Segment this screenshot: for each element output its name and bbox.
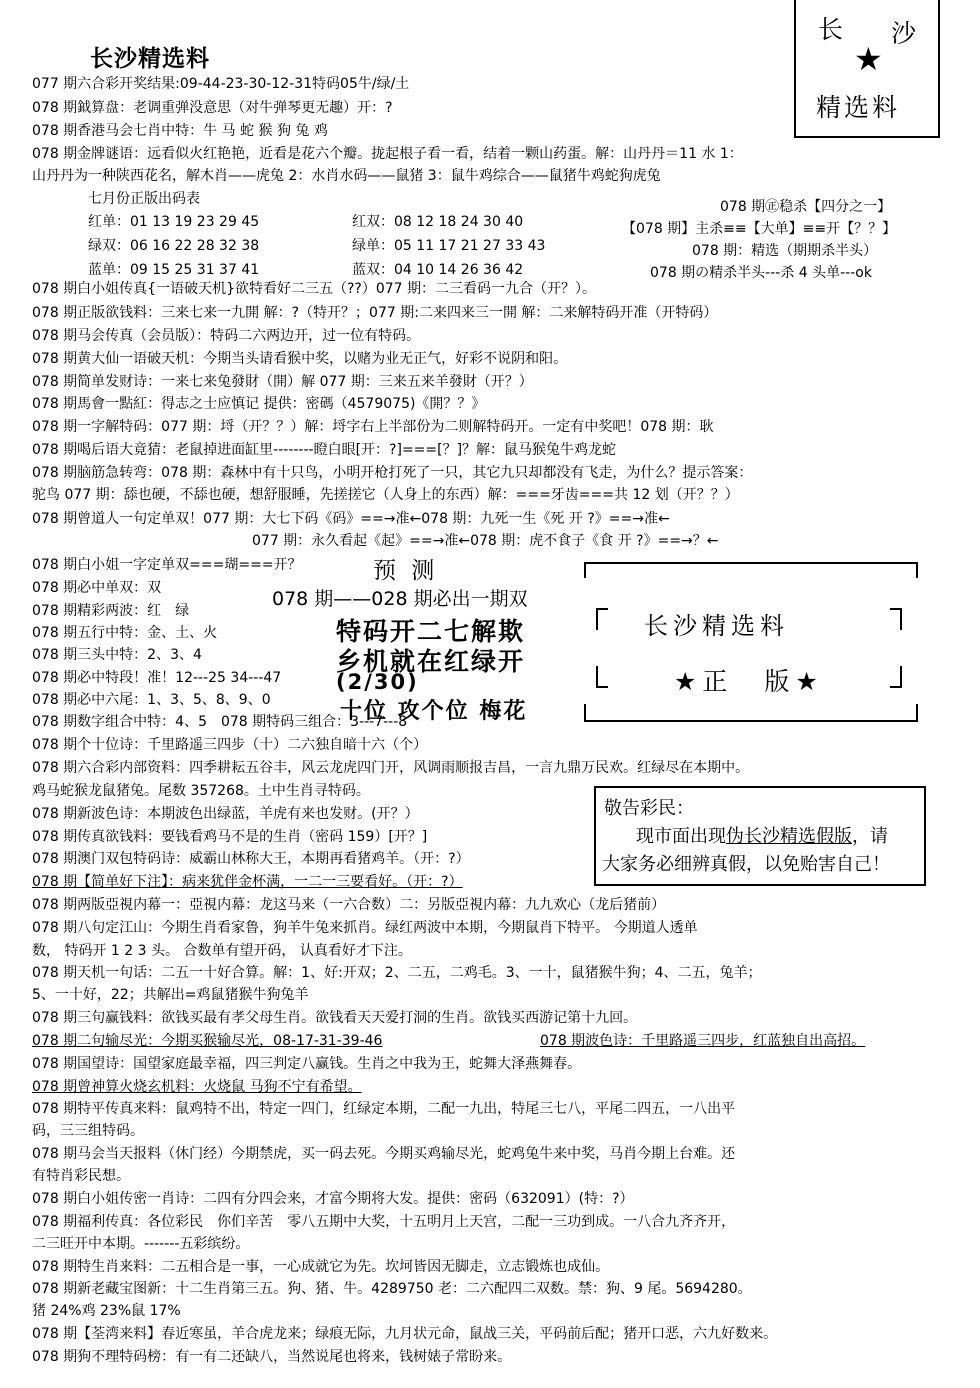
text-line: 二三旺开中本期。-------五彩缤纷。 bbox=[32, 1236, 250, 1252]
text-line: 078 期白小姐传密一肖诗：二四有分四会来，才富今期将大发。提供：密码（632091）(特：?） bbox=[32, 1191, 634, 1207]
text-line: 078 期八句定江山：今期生肖看家鲁，狗羊牛兔来抓肖。绿红两波中本期，今期鼠肖下特平。 今期道人透单 bbox=[32, 920, 698, 936]
table-heading: 七月份正版出码表 bbox=[88, 191, 200, 207]
text-line: 078 期传真欲钱料：要钱看鸡马不是的生肖（密码 159）[开？] bbox=[32, 829, 428, 845]
star-icon: ★ bbox=[854, 40, 883, 78]
text-line: 078 期精彩两波：红 绿 bbox=[32, 603, 190, 619]
page-title: 长沙精选料 bbox=[90, 46, 210, 72]
kill-line: 078 期：精选（期期杀半头） bbox=[692, 243, 878, 259]
text-line: 077 期：永久看起《起》==→准←078 期：虎不食子《食 开 ?》==→？← bbox=[252, 533, 719, 549]
table-right-column bbox=[352, 210, 545, 282]
text-line: 山丹丹为一种陕西花名，解木肖——虎兔 2：水肖水码——鼠猪 3：鼠牛鸡综合——鼠猪牛鸡蛇狗虎兔 bbox=[32, 168, 661, 184]
text-line: 078 期五行中特：金、土、火 bbox=[32, 625, 218, 641]
text-line: 码，三三组特码。 bbox=[32, 1123, 144, 1139]
text-line: 078 期曾道人一句定单双！077 期：大七下码《码》==→准←078 期：九死一生《死 开 ?》==→准← bbox=[32, 511, 670, 527]
text-line: 078 期必中特段！准！12---25 34---47 bbox=[32, 670, 282, 686]
text-line: 077 期六合彩开奖结果:09-44-23-30-12-31特码05牛/绿/土 bbox=[32, 76, 410, 92]
predict-line: 078 期——028 期必出一期双 bbox=[272, 588, 528, 610]
text-line: 078 期新波色诗：本期波色出绿蓝，羊虎有来也发财。(开？） bbox=[32, 806, 419, 822]
notice-line: 大家务必细辨真假，以免贻害自己！ bbox=[602, 854, 890, 875]
text-line: 078 期六合彩内部资料：四季耕耘五谷丰，风云龙虎四门开，风调雨顺报吉昌，一言九鼎万民欢。红绿尽在本期中。 bbox=[32, 760, 750, 776]
predict-big-line: 乡机就在红绿开 bbox=[336, 647, 526, 676]
text-line: 078 期三句赢钱料：欲钱买最有孝父母生肖。欲钱看天天爱打洞的生肖。欲钱买西游记第十九回。 bbox=[32, 1010, 638, 1026]
table-row: 绿单：05 11 17 21 27 33 43 bbox=[352, 238, 546, 254]
text-line: 078 期国望诗：国望家庭最幸福，四三判定八赢钱。生肖之中我为王，蛇舞大泽燕舞春。 bbox=[32, 1056, 582, 1072]
notice-text: 现市面出现 bbox=[636, 826, 726, 847]
text-line: 078 期二句输尽光：今期买猴输尽光，08-17-31-39-46 bbox=[32, 1033, 383, 1049]
text-line: 078 期狗不理特码榜：有一有二还缺八，当然说尾也将来，钱树婊子常盼来。 bbox=[32, 1349, 512, 1365]
text-line: 078 期必中单双：双 bbox=[32, 580, 162, 596]
logo-box bbox=[584, 552, 918, 728]
predict-big-line: 特码开二七解欺 bbox=[336, 617, 526, 646]
predict-big-line: (2/30) bbox=[336, 670, 419, 694]
text-line: 078 期马会传真（会员版）：特码二六两边开，过一位有特码。 bbox=[32, 328, 421, 344]
text-line: 078 期澳门双包特码诗：威霸山林称大王，本期再看猪鸡羊。（开：?） bbox=[32, 851, 470, 867]
text-line: 078 期正版欲钱料：三来七来一九開 解：?（特开？；077 期:二来四来三一開 解：二来解特码开准（开特码） bbox=[32, 305, 718, 321]
corner-char-chang: 长 bbox=[818, 15, 844, 44]
table-row: 绿双：06 16 22 28 32 38 bbox=[88, 238, 260, 254]
kill-line: 078 期㊣稳杀【四分之一】 bbox=[720, 199, 892, 215]
text-line: 078 期两版亞視内幕一：亞視内幕：龙这马来（一六合数）二：另版亞視内幕：九九欢心（龙后猪前） bbox=[32, 897, 666, 913]
text-line: 078 期脑筋急转弯：078 期：森林中有十只鸟，小明开枪打死了一只，其它九只却都没有飞走，为什么？提示答案： bbox=[32, 465, 753, 481]
notice-title: 敬告彩民： bbox=[604, 798, 694, 819]
text-line: 鸡马蛇猴龙鼠猪兔。尾数 357268。土中生肖寻特码。 bbox=[32, 783, 370, 799]
text-line: 078 期喝后语大竟猜：老鼠掉进面缸里--------瞪白眼[开：?]===[？]？解：鼠马猴兔牛鸡龙蛇 bbox=[32, 442, 617, 458]
warning-notice bbox=[594, 786, 926, 886]
notice-line bbox=[636, 822, 888, 848]
text-line: 078 期三头中特：2、3、4 bbox=[32, 647, 202, 663]
text-line: 078 期简单发财诗：一来七来兔發財（開）解 077 期：三来五来羊發財（开？） bbox=[32, 374, 533, 390]
text-line: 078 期金牌谜语：远看似火红艳艳，近看是花六个瓣。拢起根子看一看，结着一颗山药蛋。解：山丹丹＝11 水 1： bbox=[32, 146, 743, 162]
text-line: 078 期【简单好下注】：病来犹伴金杯满，一二一三要看好。（开：?） bbox=[32, 874, 463, 890]
text-line: 驼鸟 077 期：舔也硬，不舔也硬，想舒服睡，先搓搓它（人身上的东西）解：===牙齿===共 12 划（开？？） bbox=[32, 487, 739, 503]
text-line: 078 期数字组合中特：4、5 078 期特码三组合：3---7---8 bbox=[32, 714, 408, 730]
text-line: 078 期新老藏宝图新：十二生肖第三五。狗、猪、牛。4289750 老：二六配四二双数。禁：狗、9 尾。5694280。 bbox=[32, 1281, 752, 1297]
text-line: 078 期特平传真来料：鼠鸡特不出，特定一四门，红绿定本期，二配一九出，特尾三七八，平尾二四五，一八出平 bbox=[32, 1101, 736, 1117]
predict-heading: 预 测 bbox=[373, 558, 439, 584]
text-line: 078 期【荃湾来料】春近寒虽，羊合虎龙来；绿痕无际，九月状元命，鼠战三关，平码前后配；猪开口恶，六九好数来。 bbox=[32, 1326, 778, 1342]
notice-highlight: 伪长沙精选假版 bbox=[726, 826, 852, 847]
text-line: 078 期天机一句话：二五一十好合算。解：1、好:开双；2、二五，二鸡毛。3、一十，鼠猪猴牛狗；4、二五，兔羊； bbox=[32, 965, 762, 981]
text-line: 078 期鉞算盘：老调重弹没意思（对牛弹琴更无趣）开：? bbox=[32, 100, 393, 116]
table-left-column bbox=[88, 210, 259, 282]
text-line: 078 期一字解特码：077 期：埒（开？？）解：埒字右上半部份为二则解特码开。一定有中奖吧！078 期：耿 bbox=[32, 419, 714, 435]
kill-line: 078 期の精杀半头---杀 4 头单---ok bbox=[650, 265, 872, 281]
text-line: 078 期波色诗：千里路遥三四步，红蓝独自出高招。 bbox=[540, 1033, 866, 1049]
table-row: 红单：01 13 19 23 29 45 bbox=[88, 214, 260, 230]
table-row: 蓝双：04 10 14 26 36 42 bbox=[352, 262, 524, 278]
text-line: 078 期必中六尾：1、3、5、8、9、0 bbox=[32, 692, 271, 708]
text-line: 078 期曾神算火烧玄机料：火烧鼠 马狗不宁有希望。 bbox=[32, 1079, 362, 1095]
text-line: 078 期馬會一點紅：得志之士应慎记 提供：密碼（4579075)《開？？》 bbox=[32, 396, 486, 412]
kill-line: 【078 期】主杀≡≡【大单】≡≡开【？？】 bbox=[622, 221, 897, 237]
predict-big-line: 十位 攻个位 梅花 bbox=[340, 699, 528, 724]
text-line: 078 期黄大仙一语破天机：今期当头请看猴中奖，以赌为业无正气，好彩不说阴和阳。 bbox=[32, 351, 568, 367]
text-line: 078 期个十位诗：千里路遥三四步（十）二六独自暗十六（个） bbox=[32, 737, 428, 753]
text-line: 猪 24%鸡 23%鼠 17% bbox=[32, 1303, 181, 1319]
logo-title: 长沙精选料 bbox=[644, 612, 789, 640]
text-line: 078 期白小姐传真{一语破天机}欲特看好二三五（??）077 期：二三看码一九合（开？）。 bbox=[32, 281, 597, 297]
logo-subtitle: ★正 版★ bbox=[674, 667, 824, 696]
text-line: 078 期马会当天报料（休门经）今期禁虎，买一码去死。今期买鸡输尽光，蛇鸡兔牛来中奖，马肖今期上台难。还 bbox=[32, 1146, 736, 1162]
text-line: 数， 特码开 1 2 3 头。 合数单有望开码， 认真看好才下注。 bbox=[32, 943, 412, 959]
table-row: 红双：08 12 18 24 30 40 bbox=[352, 214, 524, 230]
table-row: 蓝单：09 15 25 31 37 41 bbox=[88, 262, 260, 278]
text-line: 078 期福利传真：各位彩民 你们辛苦 零八五期中大奖，十五明月上天宫，二配一三功到成。一八合九齐齐开， bbox=[32, 1214, 736, 1230]
corner-subtitle: 精选料 bbox=[816, 93, 901, 122]
text-line: 5、一十好，22；共解出=鸡鼠猪猴牛狗兔羊 bbox=[32, 987, 309, 1003]
corner-char-sha: 沙 bbox=[891, 19, 917, 48]
corner-logo-box bbox=[794, 0, 940, 138]
text-line: 有特肖彩民想。 bbox=[32, 1168, 130, 1184]
text-line: 078 期特生肖来料：二五相合是一事，一心成就它为先。坎坷皆因无脚走，立志锻炼也成仙。 bbox=[32, 1259, 610, 1275]
text-line: 078 期香港马会七肖中特：牛 马 蛇 猴 狗 兔 鸡 bbox=[32, 123, 328, 139]
notice-text: ，请 bbox=[852, 826, 888, 847]
text-line: 078 期白小姐一字定单双===瑚===开？ bbox=[32, 557, 302, 573]
